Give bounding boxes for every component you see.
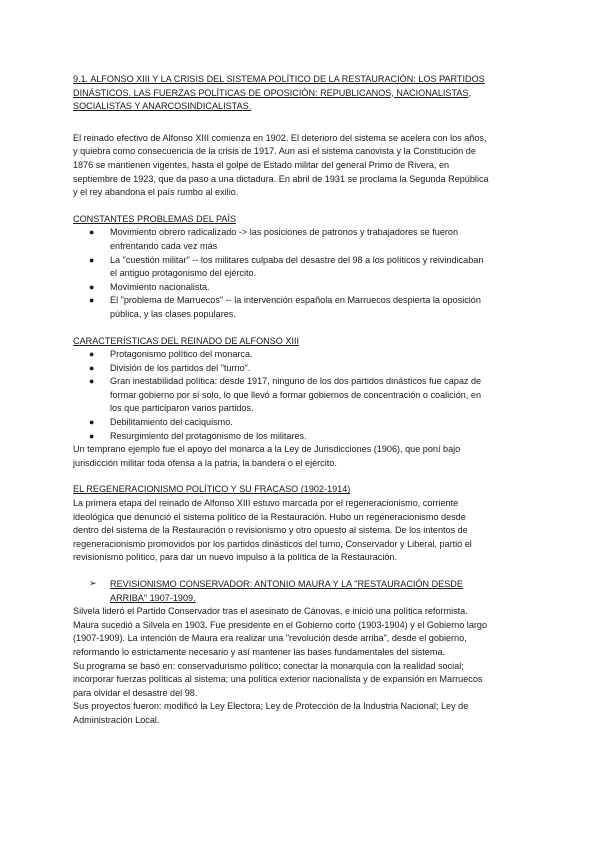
list-item: ● Movimiento nacionalista.: [73, 281, 492, 295]
list-item: ● Resurgimiento del protagonismo de los militares.: [73, 430, 492, 444]
bullet-icon: ●: [89, 227, 95, 238]
arrow-bullet-icon: ➢: [89, 579, 97, 589]
bullet-icon: ●: [89, 362, 95, 373]
features-list: [73, 348, 492, 443]
bullet-icon: ●: [89, 417, 95, 428]
intro-paragraph: El reinado efectivo de Alfonso XIII comienza en 1902. El deterioro del sistema se acelera con los años, y quiebra como consecuencia de la crisis de 1917. Aun así el sistema canovista y la Constitución de 1876 se mantienen vigentes, hasta el golpe de Estado militar del general Primo de Rivera, en septiembre de 1923, que da paso a una dictadura. En abril de 1931 se proclama la Segunda República y el rey abandona el país rumbo al exilio.: [73, 132, 489, 198]
problems-list: [73, 226, 492, 321]
bullet-icon: ●: [89, 281, 95, 292]
conservador-paragraph: Su programa se basó en: conservadurismo político; conectar la monarquía con la realidad social; incorporar fuerzas políticas al sistema; una política exterior nacionalista y de expansión en Marruecos para olvidar el desastre del 98.: [73, 660, 483, 698]
subsection-conservador: [73, 578, 492, 605]
list-item: ● La "cuestión militar" -- los militares culpaba del desastre del 98 a los políticos y reivindicaban el antiguo protagonismo del ejército.: [89, 254, 484, 279]
bullet-icon: ●: [89, 254, 95, 265]
document-title: 9.1. ALFONSO XIII Y LA CRISIS DEL SISTEMA POLÍTICO DE LA RESTAURACIÓN: LOS PARTIDOS DINÁSTICOS. LAS FUERZAS POLÍTICAS DE OPOSICIÓN: REPUBLICANOS, NACIONALISTAS, SOCIALISTAS Y ANARCOSINDICALISTAS.: [73, 74, 485, 112]
list-item: ● Gran inestabilidad política: desde 1917, ninguno de los dos partidos dinásticos fue capaz de formar gobierno por sí solo, lo que llevó a formar gobiernos de concentración o coalición, en los que participaron varios partidos.: [89, 376, 482, 414]
regen-paragraph: La primera etapa del reinado de Alfonso XIII estuvo marcada por el regeneracionismo, corriente ideológica que denunció el sistema político de la Restauración. Hubo un regeneracionismo desde dentro del sistema de la Restauración o revisionismo y otro opuesto al sistema. De los intentos de regeneracionismo promovidos por los partidos dinásticos del turno, Conservador y Liberal, partió el revisionismo político, para dar un nuevo impulso a la política de la Restauración.: [73, 498, 472, 563]
section-title-problems: CONSTANTES PROBLEMAS DEL PAÍS: [73, 213, 237, 224]
features-after-paragraph: Un temprano ejemplo fue el apoyo del monarca a la Ley de Jurisdicciones (1906), que poní bajo jurisdicción militar toda ofensa a la patria, la bandera o el ejército.: [73, 444, 461, 468]
section-title-features: CARACTERÍSTICAS DEL REINADO DE ALFONSO XIII: [73, 335, 300, 346]
bullet-icon: ●: [89, 349, 95, 360]
conservador-paragraph: Sus proyectos fueron: modificó la Ley Electora; Ley de Protección de la Industria Nacional; Ley de Administración Local.: [73, 701, 469, 725]
bullet-icon: ●: [89, 430, 95, 441]
list-item: ● Debilitamiento del caciquismo.: [73, 416, 492, 430]
subsection-title-conservador: REVISIONISMO CONSERVADOR: ANTONIO MAURA Y LA "RESTAURACIÓN DESDE ARRIBA" 1907-1909.: [110, 579, 463, 603]
conservador-paragraph: Silvela lideró el Partido Conservador tras el asesinato de Cánovas, e inició una política reformista. Maura sucedió a Silvela en 1903. Fue presidente en el Gobierno corto (1903-1904) y el Gobierno largo (1907-1909). La intención de Maura era realizar una "revolución desde arriba", desde el gobierno, reformando lo estrictamente necesario y así mantener las bases fundamentales del sistema.: [73, 606, 488, 657]
list-item: ● Movimiento obrero radicalizado -> las posiciones de patronos y trabajadores se fueron enfrentando cada vez más: [89, 227, 459, 251]
bullet-icon: ●: [89, 295, 95, 306]
section-title-regen: EL REGENERACIONISMO POLÍTICO Y SU FRACASO (1902-1914): [73, 484, 351, 495]
list-item: ● Protagonismo político del monarca.: [73, 348, 492, 362]
list-item: ● División de los partidos del "turno".: [73, 362, 492, 376]
bullet-icon: ●: [89, 376, 95, 387]
list-item: ● El "problema de Marruecos" -- la intervención española en Marruecos despierta la oposición pública, y las clases populares.: [89, 295, 481, 319]
